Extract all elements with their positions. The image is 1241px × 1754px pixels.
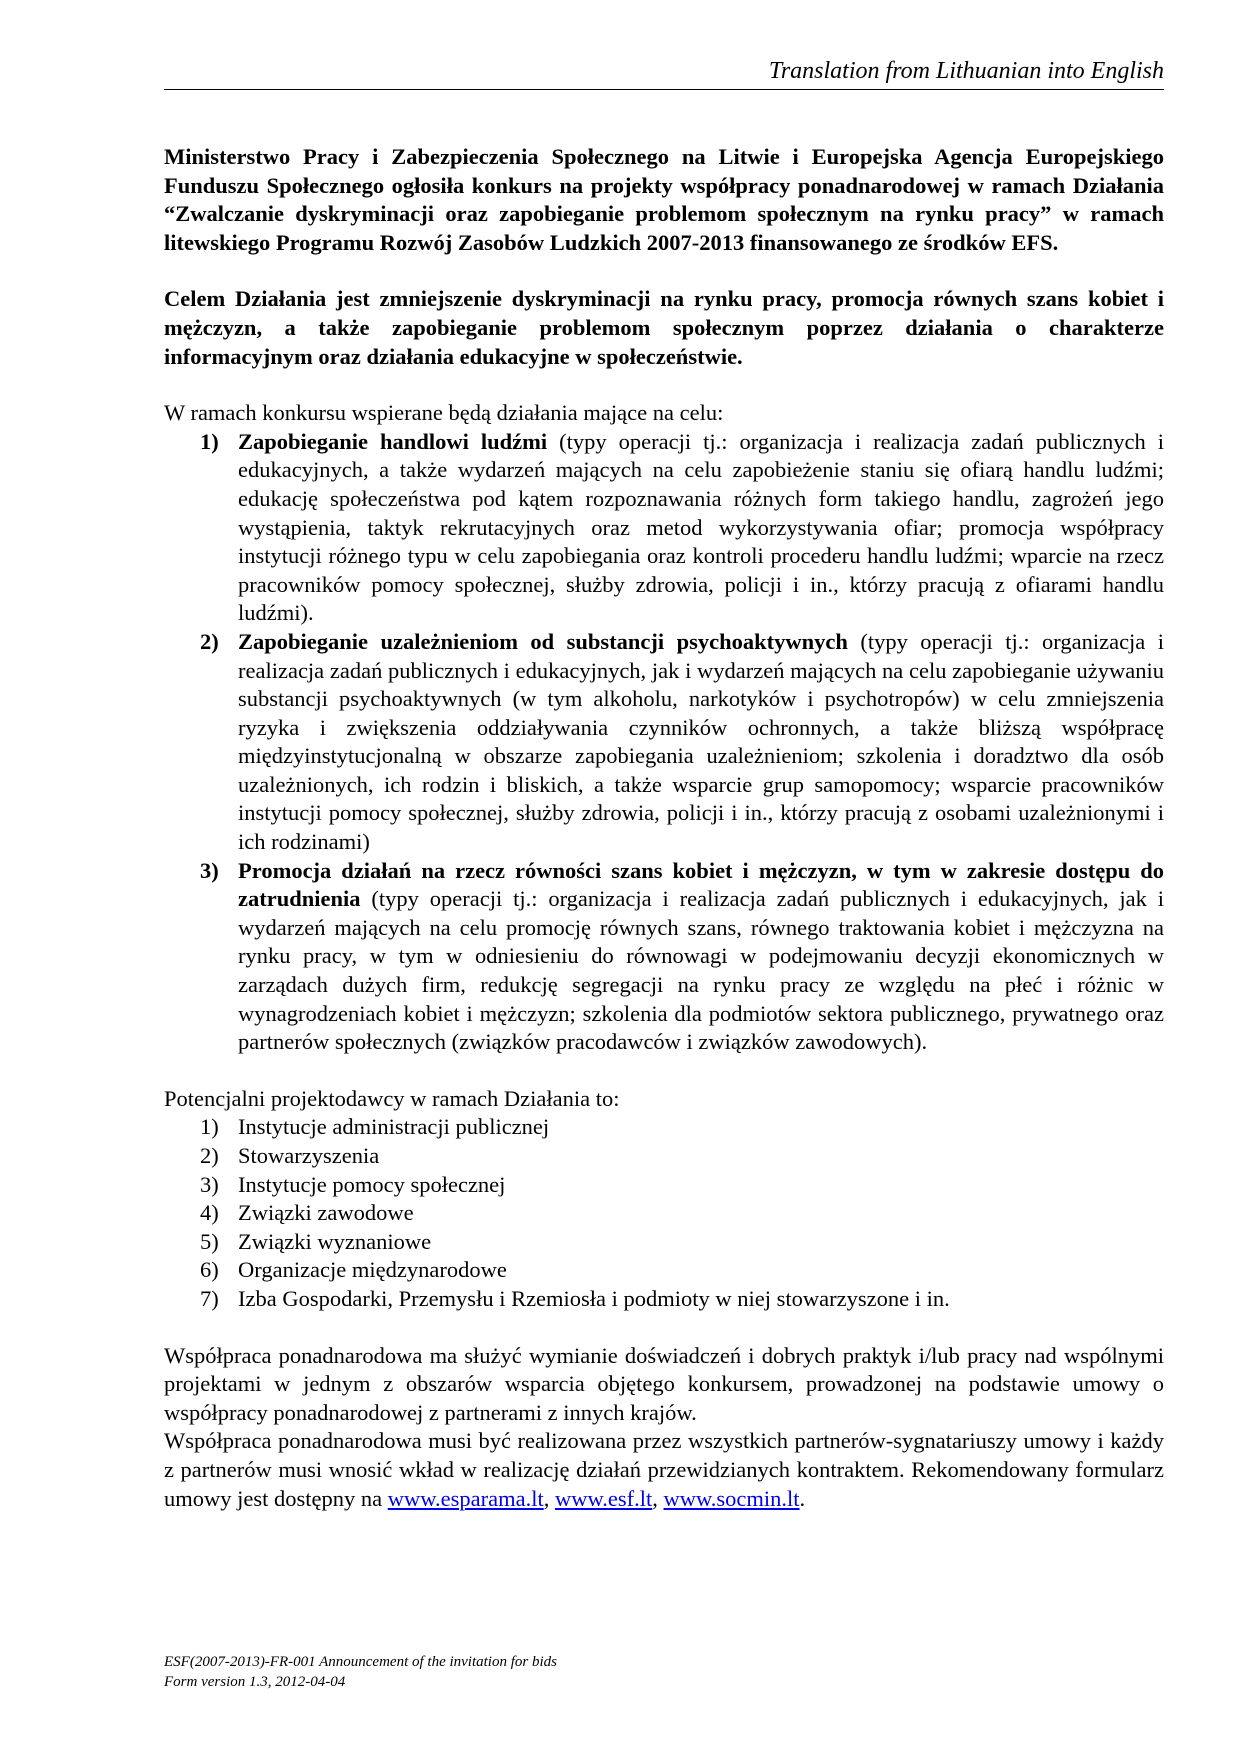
footer-form-code: ESF(2007-2013)-FR-001 Announcement of the invitation for bids: [164, 1654, 557, 1670]
beneficiary-item: [164, 1113, 1164, 1142]
beneficiaries-lead: Potencjalni projektodawcy w ramach Działania to:: [164, 1085, 620, 1111]
beneficiary-number: 3): [200, 1171, 219, 1197]
action-item: [164, 428, 1164, 628]
beneficiary-number: 1): [200, 1114, 219, 1140]
beneficiary-text: Instytucje administracji publicznej: [238, 1114, 550, 1140]
beneficiary-text: Stowarzyszenia: [238, 1143, 380, 1168]
beneficiary-item: [164, 1228, 1164, 1257]
actions-lead: W ramach konkursu wspierane będą działania mające na celu:: [164, 400, 724, 426]
beneficiary-item: [164, 1171, 1164, 1200]
document-body: [164, 143, 1164, 1513]
beneficiary-number: 7): [200, 1285, 219, 1311]
intro-paragraph-1: Ministerstwo Pracy i Zabezpieczenia Społecznego na Litwie i Europejska Agencja Europejskiego Funduszu Społecznego ogłosiła konkurs na projekty współpracy ponadnarodowej w ramach Działania “Zwalczanie dyskryminacji oraz zapobieganie problemom społecznym na rynku pracy” w ramach litewskiego Programu Rozwój Zasobów Ludzkich 2007-2013 finansowanego ze środków EFS.: [164, 144, 1164, 255]
beneficiary-item: [164, 1256, 1164, 1285]
beneficiary-number: 2): [200, 1143, 219, 1168]
action-item-text: (typy operacji tj.: organizacja i realizacja zadań publicznych i edukacyjnych, a także wydarzeń mających na celu zapobieżenie staniu się ofiarą handlu ludźmi; edukację społeczeństwa pod kątem rozpoznawania różnych form takiego handlu, zagrożeń jego wystąpienia, taktyk rekrutacyjnych oraz metod wykorzystywania ofiar; promocja współpracy instytucji różnego typu w celu zapobiegania oraz kontroli procederu handlu ludźmi; wparcie na rzecz pracowników pomocy społecznej, służby zdrowia, policji i in., którzy pracują z ofiarami handlu ludźmi).: [238, 428, 1164, 626]
action-item-number: 2): [200, 628, 219, 654]
beneficiary-text: Związki wyznaniowe: [238, 1228, 432, 1254]
action-item: [164, 857, 1164, 1057]
intro-paragraph-2: Celem Działania jest zmniejszenie dyskryminacji na rynku pracy, promocja równych szans kobiet i mężczyzn, a także zapobieganie problemom społecznym poprzez działania o charakterze informacyjnym oraz działania edukacyjne w społeczeństwie.: [164, 286, 1164, 369]
link-separator: ,: [652, 1485, 664, 1511]
paragraph-end: .: [799, 1485, 806, 1511]
beneficiary-text: Instytucje pomocy społecznej: [238, 1171, 506, 1197]
action-item-title: Promocja działań na rzecz równości szans kobiet i mężczyzn, w tym w zakresie dostępu do zatrudnienia: [238, 857, 1164, 912]
actions-list: [164, 428, 1164, 1057]
link-separator: ,: [543, 1485, 555, 1511]
action-item-text: (typy operacji tj.: organizacja i realizacja zadań publicznych i edukacyjnych, jak i wydarzeń mających na celu zapobieganie używaniu substancji psychoaktywnych (w tym alkoholu, narkotyków i psychotropów) w celu zmniejszenia ryzyka i zwiększenia oddziaływania czynników ochronnych, a także bliższą współpracę międzyinstytucjonalną w obszarze zapobiegania uzależnieniom; szkolenia i doradztwo dla osób uzależnionych, ich rodzin i bliskich, a także wsparcie grup samopomocy; wsparcie pracowników instytucji pomocy społecznej, służby zdrowia, policji i in., którzy pracują z osobami uzależnionymi i ich rodzinami): [238, 628, 1164, 855]
action-item-number: 1): [200, 428, 219, 454]
beneficiary-number: 5): [200, 1228, 219, 1254]
action-item-text: (typy operacji tj.: organizacja i realizacja zadań publicznych i edukacyjnych, jak i wydarzeń mających na celu promocję równych szans, równego traktowania kobiet i mężczyzna na rynku pracy, w tym w odniesieniu do równowagi w podejmowaniu decyzji ekonomicznych w zarządach dużych firm, redukcję segregacji na rynku pracy ze względu na płeć i różnic w wynagrodzeniach kobiet i mężczyzn; szkolenia dla podmiotów sektora publicznego, prywatnego oraz partnerów społecznych (związków pracodawców i związków zawodowych).: [238, 886, 1164, 1055]
beneficiary-number: 4): [200, 1200, 219, 1226]
cooperation-paragraph-1: Współpraca ponadnarodowa ma służyć wymianie doświadczeń i dobrych praktyk i/lub pracy nad wspólnymi projektami w jednym z obszarów wsparcia objętego konkursem, prowadzonej na podstawie umowy o współpracy ponadnarodowej z partnerami z innych krajów.: [164, 1342, 1164, 1425]
action-item-title: Zapobieganie handlowi ludźmi: [238, 428, 548, 454]
cooperation-paragraph-2: [164, 1427, 1164, 1513]
action-item-title: Zapobieganie uzależnieniom od substancji psychoaktywnych: [238, 628, 848, 654]
link-esf[interactable]: www.esf.lt: [554, 1485, 653, 1511]
page-footer: [164, 1652, 1164, 1692]
beneficiary-text: Związki zawodowe: [238, 1200, 414, 1226]
page-header: Translation from Lithuanian into English: [164, 55, 1164, 90]
beneficiary-item: [164, 1142, 1164, 1171]
beneficiary-item: [164, 1285, 1164, 1314]
beneficiary-text: Organizacje międzynarodowe: [238, 1257, 507, 1283]
beneficiary-item: [164, 1199, 1164, 1228]
cooperation-paragraph-2-text: Współpraca ponadnarodowa musi być realizowana przez wszystkich partnerów-sygnatariuszy umowy i każdy z partnerów musi wnosić wkład w realizację działań przewidzianych kontraktem. Rekomendowany formularz umowy jest dostępny na: [164, 1428, 1164, 1511]
link-esparama[interactable]: www.esparama.lt: [387, 1485, 544, 1511]
beneficiaries-list: [164, 1113, 1164, 1313]
beneficiary-text: Izba Gospodarki, Przemysłu i Rzemiosła i podmioty w niej stowarzyszone i in.: [238, 1285, 950, 1311]
footer-form-version: Form version 1.3, 2012-04-04: [164, 1674, 346, 1690]
action-item-number: 3): [200, 857, 219, 883]
beneficiary-number: 6): [200, 1257, 219, 1283]
link-socmin[interactable]: www.socmin.lt: [663, 1485, 800, 1511]
action-item: [164, 628, 1164, 857]
